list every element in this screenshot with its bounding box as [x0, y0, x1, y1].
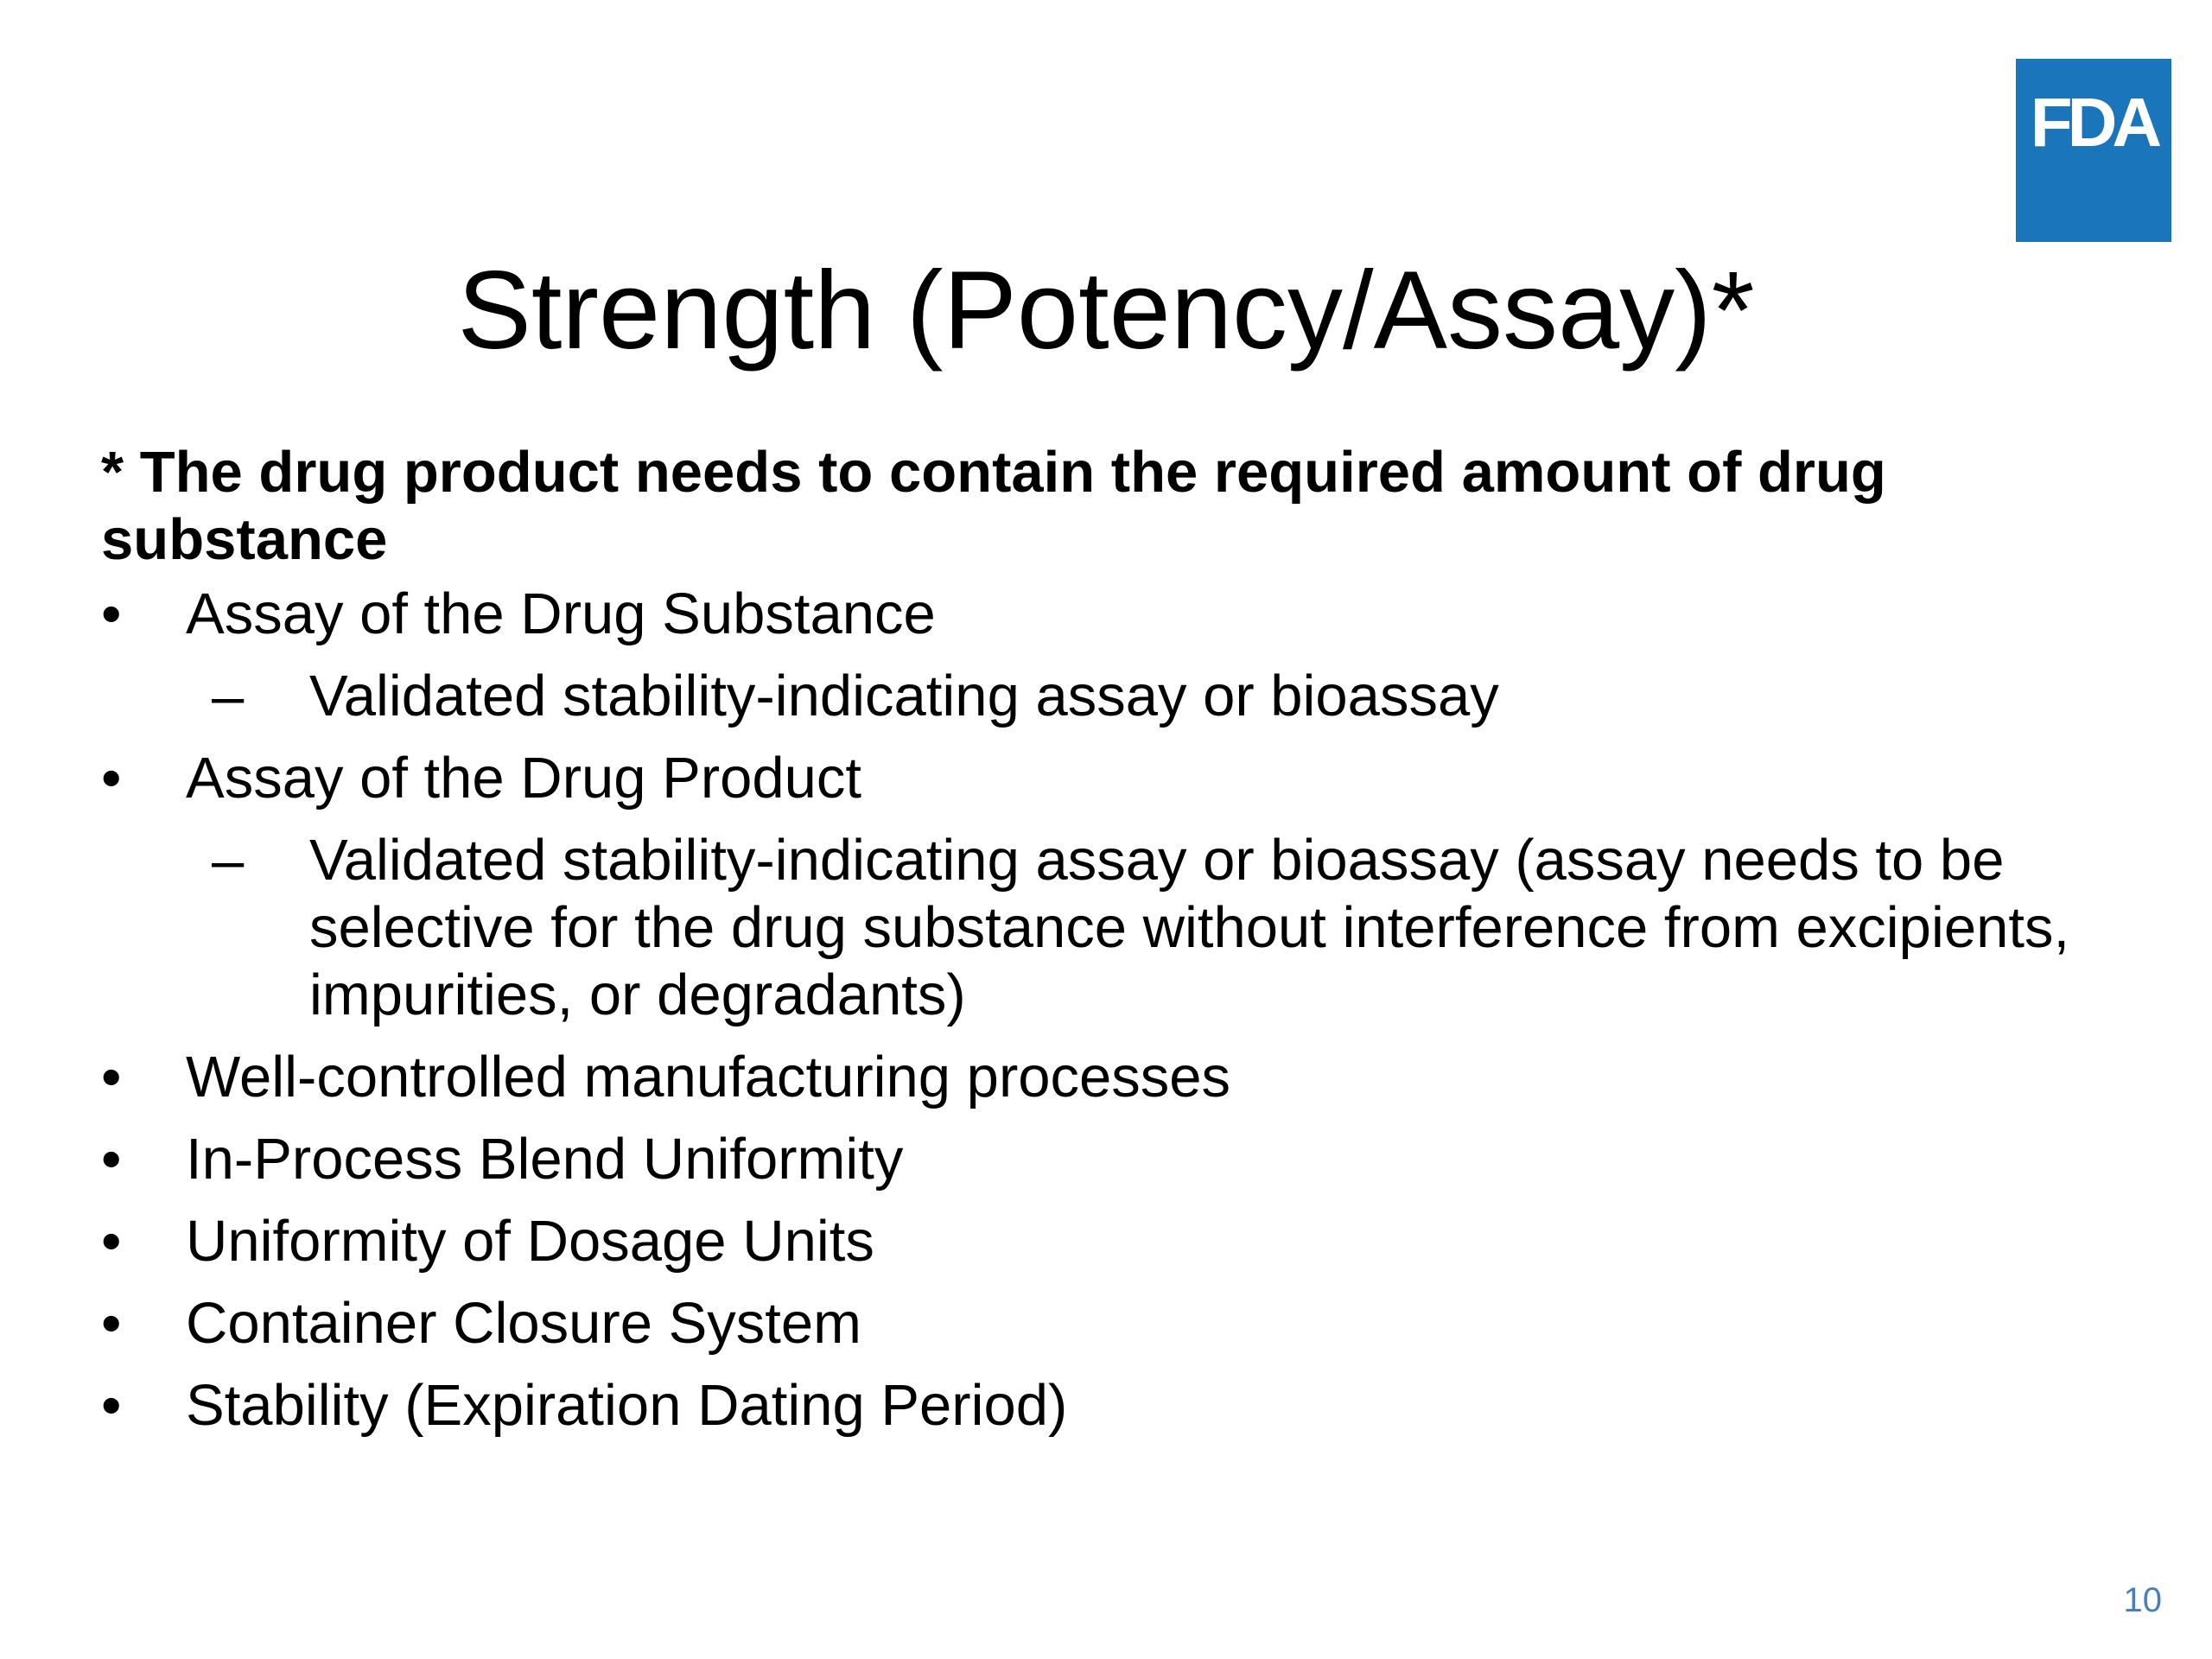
bullet-text: Assay of the Drug Substance: [186, 582, 936, 646]
bullet-text: Uniformity of Dosage Units: [186, 1209, 874, 1274]
bullet-item: [101, 1208, 2114, 1275]
sub-bullet-item: [101, 663, 2114, 730]
bullet-icon: •: [101, 1291, 122, 1356]
bullet-icon: •: [101, 1045, 122, 1109]
sub-bullet-item: [101, 827, 2114, 1029]
bullet-text: Stability (Expiration Dating Period): [186, 1373, 1068, 1438]
bullet-item: [101, 1290, 2114, 1357]
bullet-icon: •: [101, 746, 122, 810]
page-number: 10: [2123, 1581, 2162, 1619]
bullet-icon: •: [101, 1373, 122, 1438]
bullet-list: [101, 581, 2114, 1440]
bullet-icon: •: [101, 582, 122, 646]
bullet-item: [101, 1372, 2114, 1440]
fda-logo-text: FDA: [2030, 84, 2158, 161]
bullet-text: Container Closure System: [186, 1291, 861, 1356]
bullet-icon: •: [101, 1209, 122, 1274]
bullet-item: [101, 1044, 2114, 1111]
bullet-text: Well-controlled manufacturing processes: [186, 1045, 1231, 1109]
dash-icon: –: [212, 664, 245, 728]
bullet-text: In-Process Blend Uniformity: [186, 1127, 904, 1192]
slide-title: Strength (Potency/Assay)*: [457, 249, 1755, 372]
sub-bullet-wrap: [212, 827, 2114, 1029]
fda-logo: [2016, 59, 2171, 242]
bullet-icon: •: [101, 1127, 122, 1192]
bullet-item: [101, 581, 2114, 648]
sub-bullet-wrap: [212, 663, 2114, 730]
dash-icon: –: [212, 828, 245, 893]
bullet-text: Assay of the Drug Product: [186, 746, 862, 810]
sub-bullet-text: Validated stability-indicating assay or bioassay (assay needs to be selective for the drug substance without interference from excipients, impurities, or degradants): [309, 828, 2070, 1027]
bullet-item: [101, 1126, 2114, 1193]
intro-statement: * The drug product needs to contain the required amount of drug substance: [101, 440, 1886, 572]
bullet-item: [101, 745, 2114, 812]
sub-bullet-text: Validated stability-indicating assay or bioassay: [309, 664, 1499, 728]
